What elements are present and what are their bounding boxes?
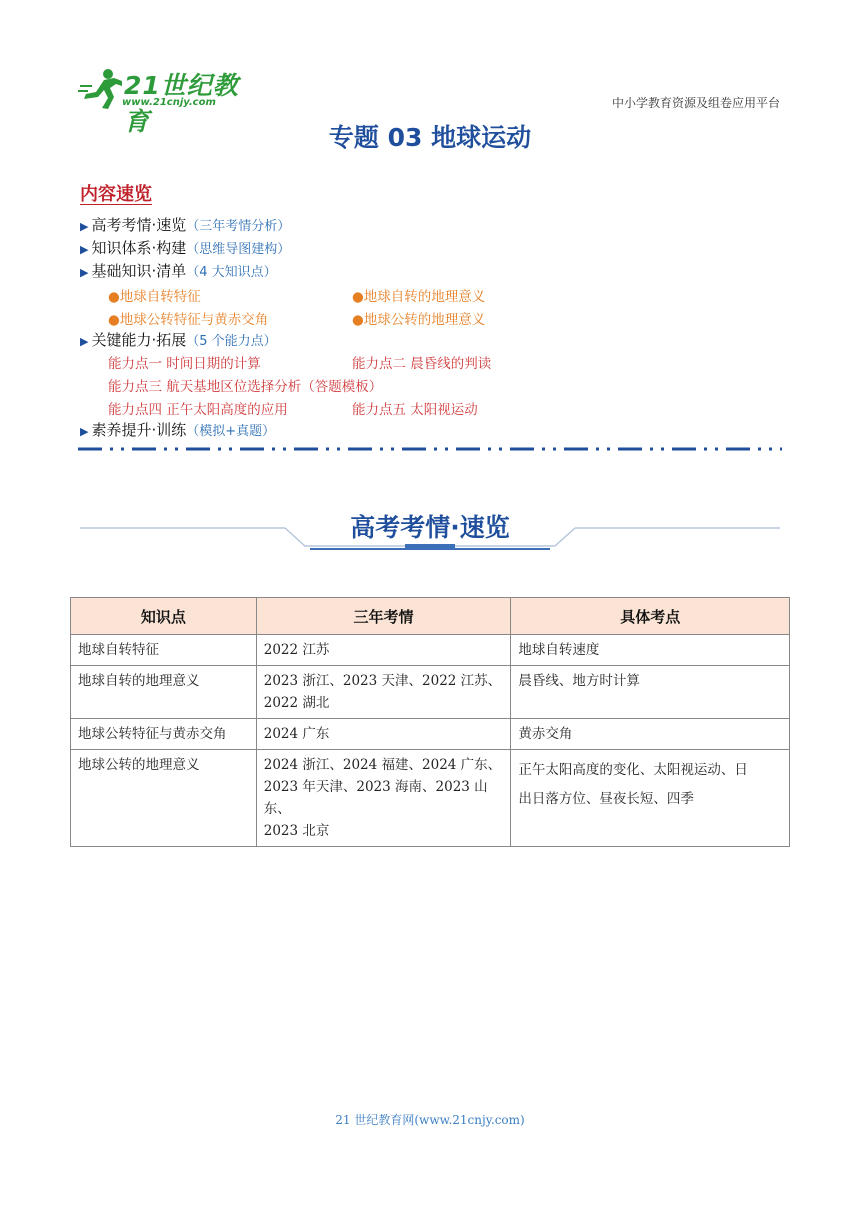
triangle-bullet-icon: ▶ (80, 243, 89, 256)
banner-title: 高考考情·速览 (350, 513, 510, 542)
triangle-bullet-icon: ▶ (80, 266, 89, 279)
toc-item-knowledge-system[interactable]: ▶ 知识体系·构建（思维导图建构） (80, 239, 291, 257)
logo-text: 21世纪教育 (124, 71, 239, 136)
knowledge-point-2[interactable]: ●地球自转的地理意义 (352, 289, 486, 305)
site-logo[interactable] (78, 66, 258, 136)
column-header: 三年考情 (256, 598, 511, 635)
dash-divider (78, 447, 782, 451)
knowledge-point-4[interactable]: ●地球公转的地理意义 (352, 312, 486, 328)
exam-cell: 2022 江苏 (256, 635, 511, 666)
triangle-bullet-icon: ▶ (80, 335, 89, 348)
runner-logo-icon (78, 66, 124, 112)
ability-point-3[interactable]: 能力点三 航天基地区位选择分析（答题模板） (108, 379, 383, 395)
exam-overview-table (70, 597, 790, 847)
platform-label: 中小学教育资源及组卷应用平台 (611, 96, 780, 110)
table-row (71, 719, 790, 750)
knowledge-point-cell: 地球自转特征 (71, 635, 257, 666)
logo-url: www.21cnjy.com (122, 97, 216, 108)
ability-point-1[interactable]: 能力点一 时间日期的计算 (108, 356, 261, 372)
exam-cell: 2024 广东 (256, 719, 511, 750)
toc-item-overview[interactable]: ▶ 高考考情·速览（三年考情分析） (80, 216, 291, 234)
ability-point-5[interactable]: 能力点五 太阳视运动 (352, 402, 478, 418)
section-banner (80, 500, 780, 560)
ability-point-4[interactable]: 能力点四 正午太阳高度的应用 (108, 402, 288, 418)
detail-cell: 黄赤交角 (511, 719, 790, 750)
knowledge-point-1[interactable]: ●地球自转特征 (108, 289, 201, 305)
table-header-row (71, 598, 790, 635)
exam-cell: 2024 浙江、2024 福建、2024 广东、 2023 年天津、2023 海南、2023 山东、 2023 北京 (256, 750, 511, 847)
toc-item-training[interactable]: ▶ 素养提升·训练（模拟+真题） (80, 421, 276, 439)
knowledge-point-cell: 地球自转的地理意义 (71, 666, 257, 719)
footer-link[interactable]: 21 世纪教育网(www.21cnjy.com) (335, 1113, 525, 1127)
knowledge-point-3[interactable]: ●地球公转特征与黄赤交角 (108, 312, 269, 328)
detail-cell: 正午太阳高度的变化、太阳视运动、日 出日落方位、昼夜长短、四季 (511, 750, 790, 847)
table-row (71, 635, 790, 666)
column-header: 知识点 (71, 598, 257, 635)
exam-cell: 2023 浙江、2023 天津、2022 江苏、 2022 湖北 (256, 666, 511, 719)
knowledge-point-cell: 地球公转的地理意义 (71, 750, 257, 847)
ability-point-2[interactable]: 能力点二 晨昏线的判读 (352, 356, 492, 372)
table-row (71, 666, 790, 719)
toc-item-basic-knowledge[interactable]: ▶ 基础知识·清单（4 大知识点） (80, 262, 277, 280)
detail-cell: 地球自转速度 (511, 635, 790, 666)
toc-item-key-abilities[interactable]: ▶ 关键能力·拓展（5 个能力点） (80, 331, 277, 349)
table-row (71, 750, 790, 847)
knowledge-point-cell: 地球公转特征与黄赤交角 (71, 719, 257, 750)
detail-cell: 晨昏线、地方时计算 (511, 666, 790, 719)
column-header: 具体考点 (511, 598, 790, 635)
triangle-bullet-icon: ▶ (80, 425, 89, 438)
contents-heading: 内容速览 (80, 184, 152, 205)
page-title: 专题 03 地球运动 (328, 123, 532, 152)
triangle-bullet-icon: ▶ (80, 220, 89, 233)
